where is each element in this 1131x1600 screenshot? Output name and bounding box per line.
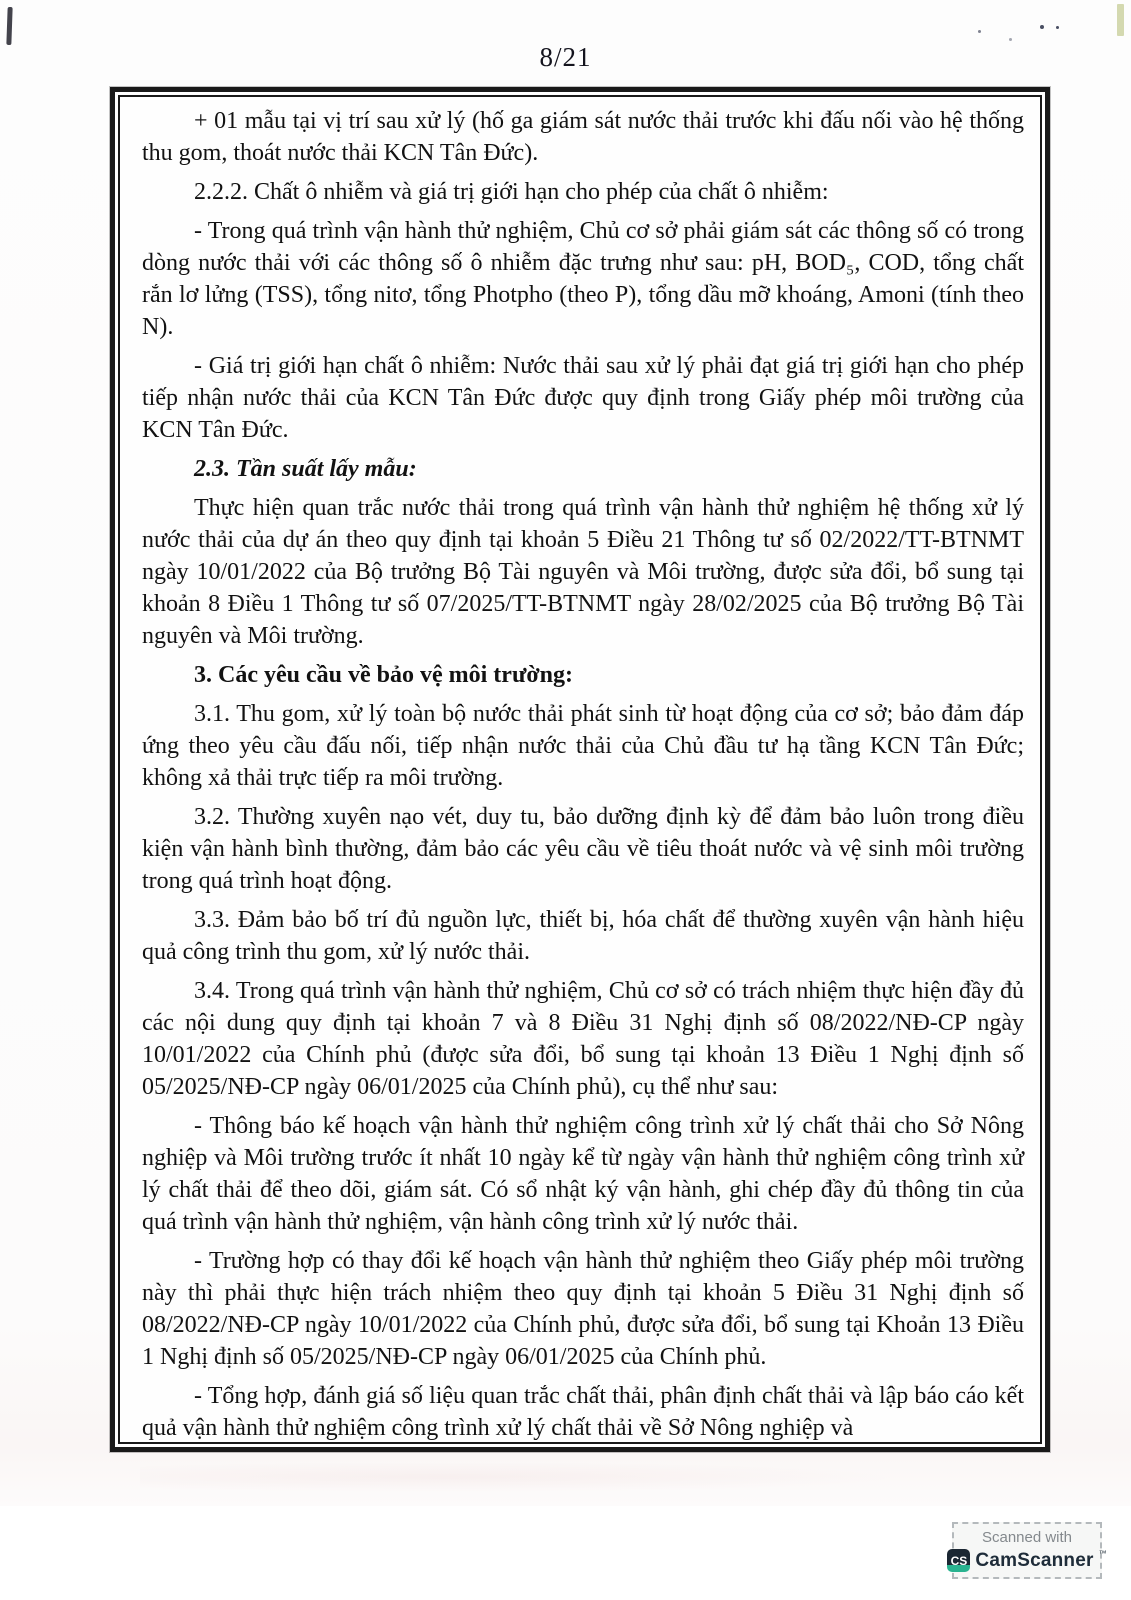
scan-artifact-dot [1009,38,1012,41]
scan-artifact-dot [1040,25,1044,29]
paragraph: - Thông báo kế hoạch vận hành thử nghiệm công trình xử lý chất thải cho Sở Nông nghiệp và Môi trường trước ít nhất 10 ngày kể từ ngày vận hành thử nghiệm công trình xử lý chất thải để theo dõi, giám sát. Có sổ nhật ký vận hành, ghi chép đầy đủ thông tin của quá trình vận hành thử nghiệm, vận hành công trình xử lý nước thải. [142,1113,1024,1235]
scan-artifact-dot [978,30,981,33]
paragraph: 3. Các yêu cầu về bảo vệ môi trường: [194,662,573,688]
camscanner-brand: CamScanner [975,1549,1094,1571]
camscanner-icon: CS [947,1549,970,1572]
paragraph: + 01 mẫu tại vị trí sau xử lý (hố ga giám sát nước thải trước khi đấu nối vào hệ thống thu gom, thoát nước thải KCN Tân Đức). [142,108,1024,166]
scan-artifact-dot [1056,26,1059,29]
paragraph: 3.1. Thu gom, xử lý toàn bộ nước thải phát sinh từ hoạt động của cơ sở; bảo đảm đáp ứng theo yêu cầu đấu nối, tiếp nhận nước thải của Chủ đầu tư hạ tầng KCN Tân Đức; không xả thải trực tiếp ra môi trường. [142,701,1024,791]
paragraph: Thực hiện quan trắc nước thải trong quá trình vận hành thử nghiệm hệ thống xử lý nước thải của dự án theo quy định tại khoản 5 Điều 21 Thông tư số 02/2022/TT-BTNMT ngày 10/01/2022 của Bộ trưởng Bộ Tài nguyên và Môi trường, được sửa đổi, bổ sung tại khoản 8 Điều 1 Thông tư số 07/2025/TT-BTNMT ngày 28/02/2025 của Bộ trưởng Bộ Tài nguyên và Môi trường. [142,495,1024,649]
paragraph: 3.3. Đảm bảo bố trí đủ nguồn lực, thiết bị, hóa chất để thường xuyên vận hành hiệu quả công trình thu gom, xử lý nước thải. [142,907,1024,965]
page-number: 8/21 [539,42,592,72]
trademark-symbol: ™ [1098,1549,1107,1558]
paragraph: 3.4. Trong quá trình vận hành thử nghiệm, Chủ cơ sở có trách nhiệm thực hiện đầy đủ các nội dung quy định tại khoản 7 và 8 Điều 31 Nghị định số 08/2022/NĐ-CP ngày 10/01/2022 của Chính phủ (được sửa đổi, bổ sung tại khoản 13 Điều 1 Nghị định số 05/2025/NĐ-CP ngày 06/01/2025 của Chính phủ), cụ thể như sau: [142,978,1024,1100]
camscanner-brand-row [947,1549,1106,1572]
document-border-box [110,87,1050,1452]
paragraph: - Trường hợp có thay đổi kế hoạch vận hành thử nghiệm theo Giấy phép môi trường này thì phải thực hiện trách nhiệm theo quy định tại khoản 5 Điều 31 Nghị định số 08/2022/NĐ-CP ngày 10/01/2022 của Chính phủ, được sửa đổi, bổ sung tại Khoản 13 Điều 1 Nghị định số 05/2025/NĐ-CP ngày 06/01/2025 của Chính phủ. [142,1248,1024,1370]
paragraph: - Tổng hợp, đánh giá số liệu quan trắc chất thải, phân định chất thải và lập báo cáo kết quả vận hành thử nghiệm công trình xử lý chất thải về Sở Nông nghiệp và [142,1383,1024,1441]
scan-artifact-smudge [140,1462,900,1492]
document-body [118,95,1042,1444]
paragraph: 2.2.2. Chất ô nhiễm và giá trị giới hạn cho phép của chất ô nhiễm: [194,179,829,205]
paragraph: 2.3. Tần suất lấy mẫu: [194,456,417,482]
scan-artifact-mark-right [1117,4,1124,36]
camscanner-badge [950,1522,1107,1579]
paragraph: - Trong quá trình vận hành thử nghiệm, Chủ cơ sở phải giám sát các thông số có trong dòng nước thải với các thông số ô nhiễm đặc trưng như sau: pH, BOD₅, COD, tổng chất rắn lơ lửng (TSS), tổng nitơ, tổng Photpho (theo P), tổng dầu mỡ khoáng, Amoni (tính theo N). [142,218,1024,340]
scanned-with-label: Scanned with [981,1529,1073,1546]
paragraph: 3.2. Thường xuyên nạo vét, duy tu, bảo dưỡng định kỳ để đảm bảo luôn trong điều kiện vận hành bình thường, đảm bảo các yêu cầu về tiêu thoát nước và vệ sinh môi trường trong quá trình hoạt động. [142,804,1024,894]
paragraph: - Giá trị giới hạn chất ô nhiễm: Nước thải sau xử lý phải đạt giá trị giới hạn cho phép tiếp nhận nước thải của KCN Tân Đức được quy định trong Giấy phép môi trường của KCN Tân Đức. [142,353,1024,443]
